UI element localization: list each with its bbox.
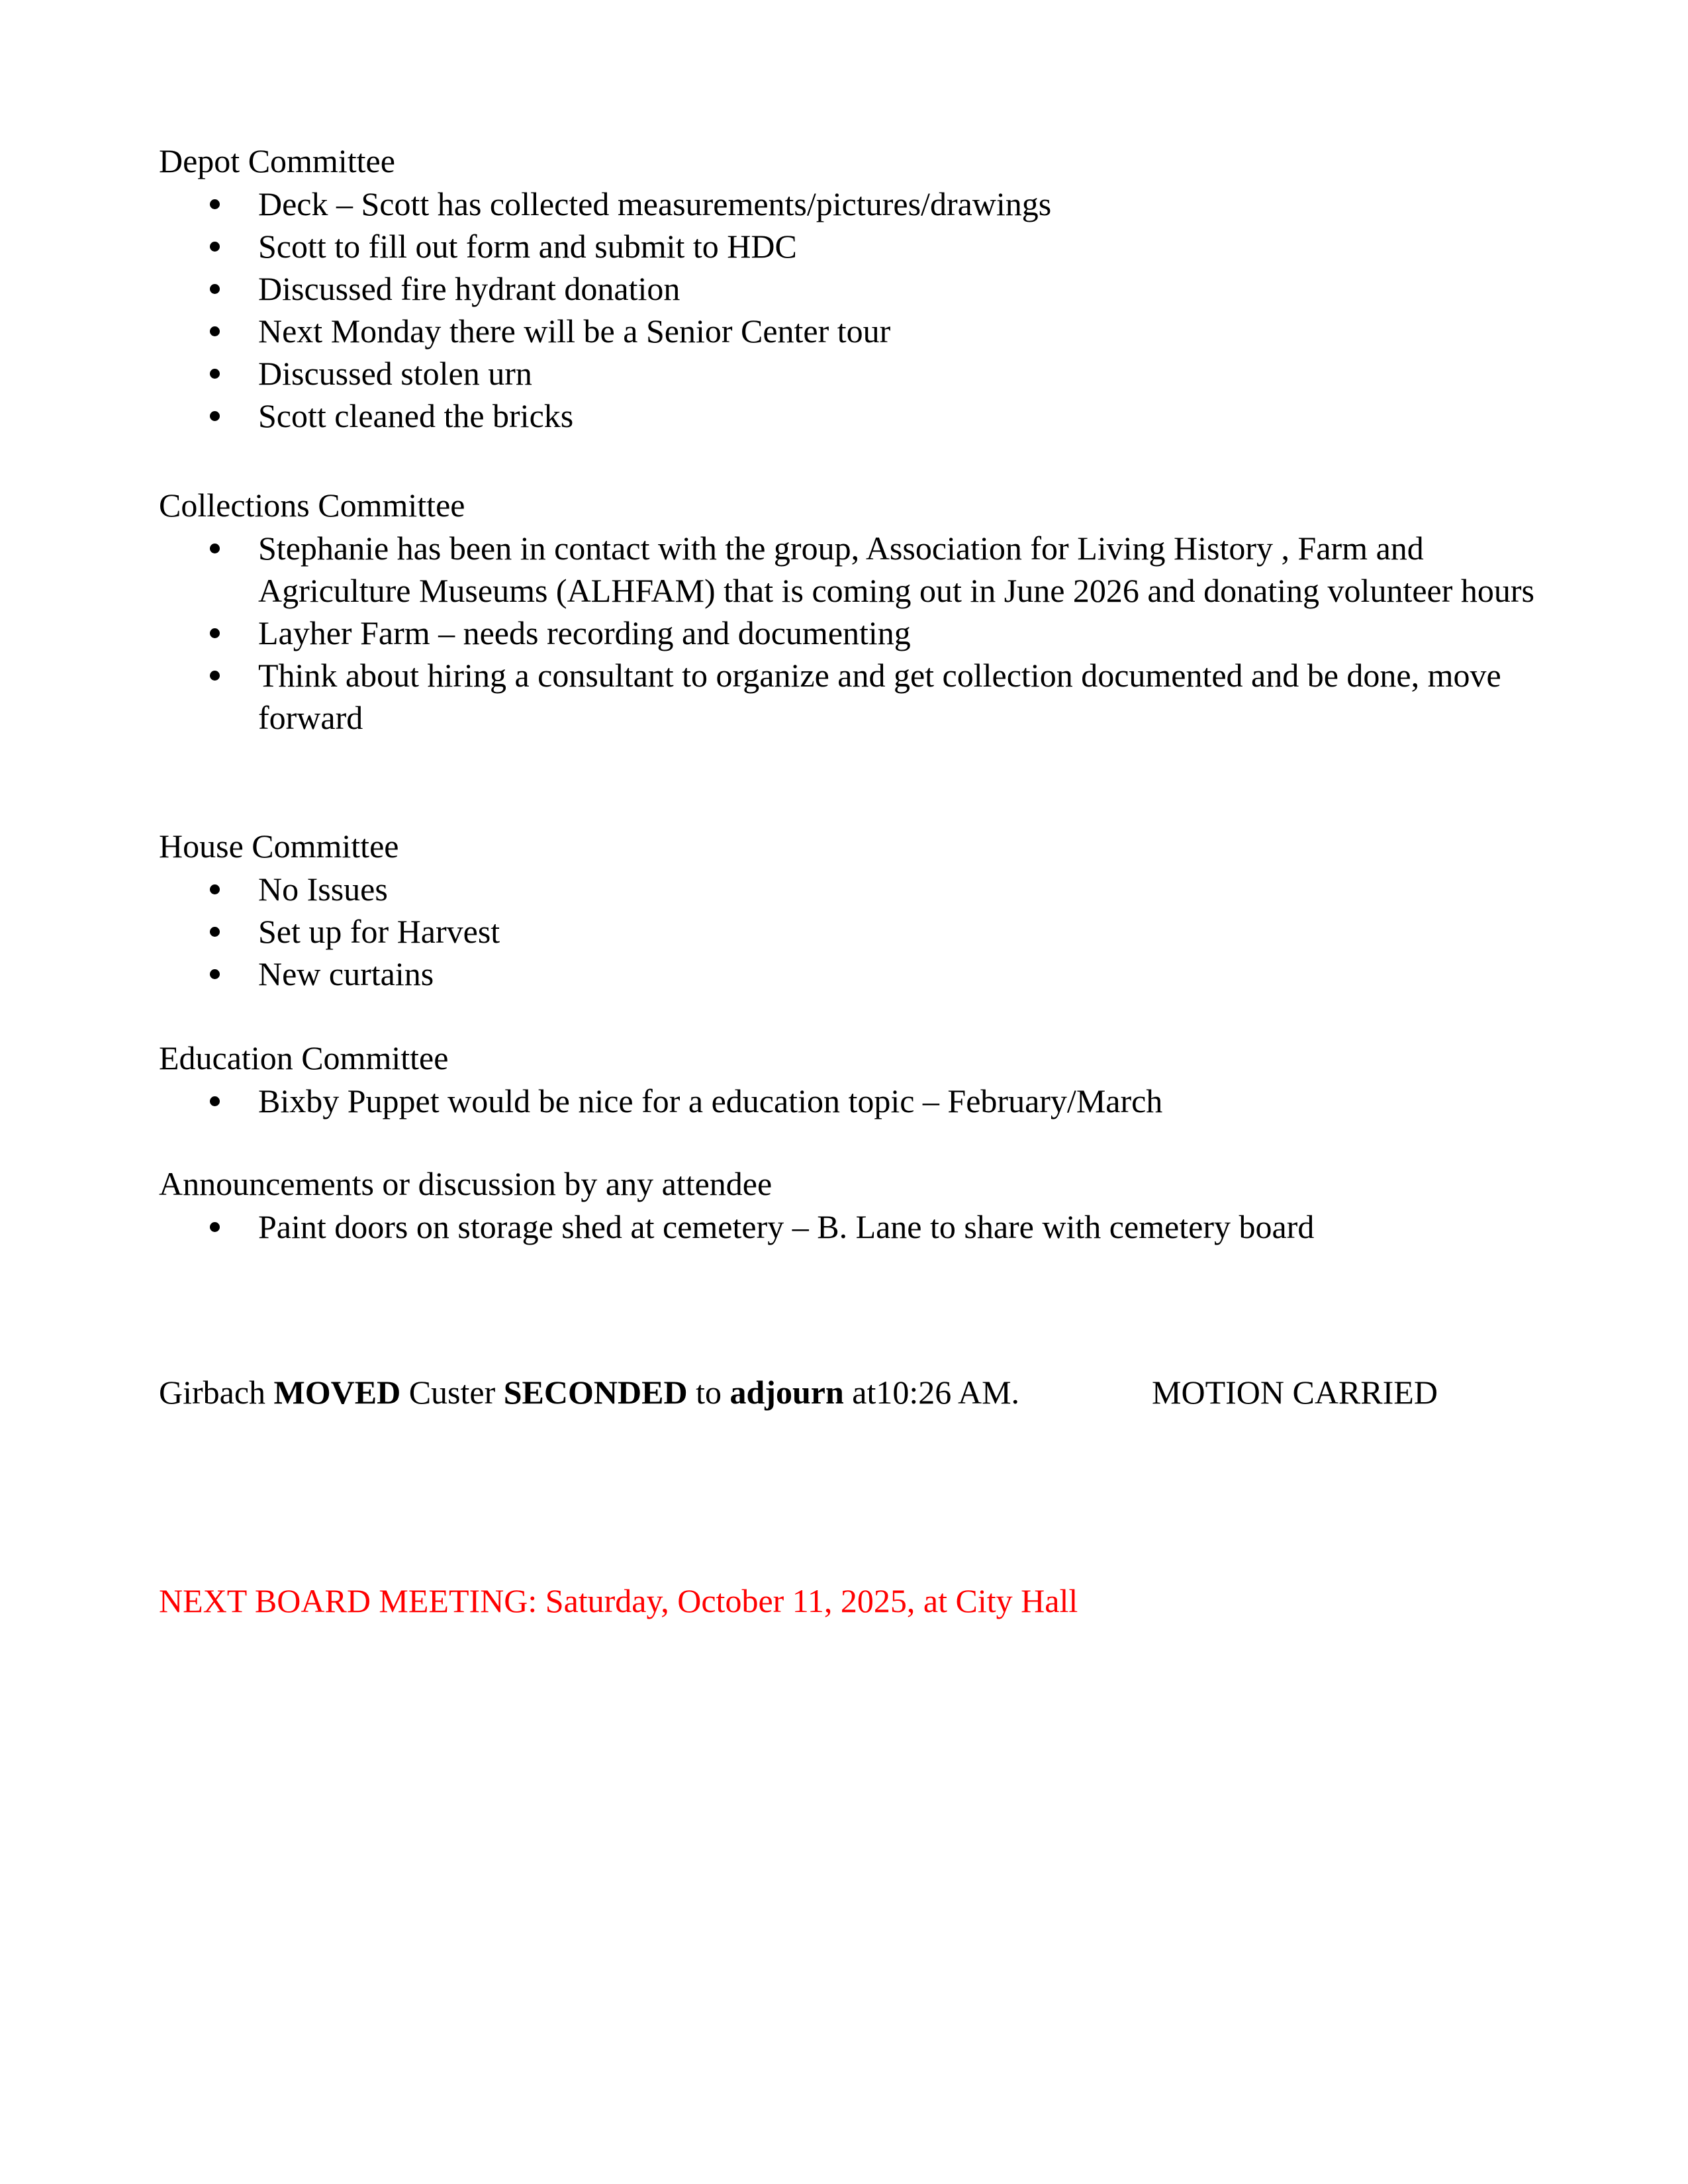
adjourn-word: adjourn <box>729 1374 844 1411</box>
collections-committee-section <box>159 483 1556 739</box>
bullet-icon <box>210 1096 220 1106</box>
house-committee-section <box>159 824 1556 995</box>
education-committee-section <box>159 1036 1556 1122</box>
section-heading: House Committee <box>159 828 399 865</box>
list-item: Stephanie has been in contact with the group, Association for Living History , Farm and Agriculture Museums (ALHFAM) that is coming out in June 2026 and donating volunteer hours <box>159 527 1556 612</box>
motion-result: MOTION CARRIED <box>1152 1374 1438 1411</box>
moved-word: MOVED <box>273 1374 401 1411</box>
list-item: Paint doors on storage shed at cemetery – B. Lane to share with cemetery board <box>159 1206 1556 1248</box>
list-item: New curtains <box>159 953 1556 995</box>
bullet-icon <box>210 411 220 421</box>
list-item: Deck – Scott has collected measurements/pictures/drawings <box>159 183 1556 225</box>
section-heading: Announcements or discussion by any attendee <box>159 1165 773 1202</box>
bullet-icon <box>210 199 220 209</box>
list-item: Layher Farm – needs recording and documenting <box>159 612 1556 654</box>
bullet-icon <box>210 969 220 979</box>
bullet-list <box>159 868 1556 995</box>
bullet-list <box>159 183 1556 437</box>
list-item: Scott cleaned the bricks <box>159 395 1556 437</box>
seconded-word: SECONDED <box>503 1374 688 1411</box>
bullet-icon <box>210 628 220 638</box>
bullet-icon <box>210 284 220 294</box>
section-heading: Education Committee <box>159 1039 449 1076</box>
bullet-icon <box>210 369 220 379</box>
bullet-icon <box>210 1222 220 1232</box>
seconder-name: Custer <box>408 1374 496 1411</box>
adjourn-time: at10:26 AM. <box>852 1374 1020 1411</box>
list-item: Bixby Puppet would be nice for a education topic – February/March <box>159 1080 1556 1122</box>
to-word: to <box>696 1374 722 1411</box>
adjourn-motion <box>159 1370 1438 1414</box>
mover-name: Girbach <box>159 1374 266 1411</box>
bullet-list <box>159 527 1556 739</box>
list-item: Next Monday there will be a Senior Center tour <box>159 310 1556 352</box>
bullet-list <box>159 1080 1556 1122</box>
bullet-icon <box>210 544 220 553</box>
depot-committee-section <box>159 139 1556 437</box>
next-board-meeting: NEXT BOARD MEETING: Saturday, October 11, 2025, at City Hall <box>159 1582 1078 1619</box>
list-item: Discussed stolen urn <box>159 352 1556 395</box>
announcements-section <box>159 1162 1556 1248</box>
list-item: Discussed fire hydrant donation <box>159 267 1556 310</box>
bullet-icon <box>210 884 220 894</box>
list-item: Think about hiring a consultant to organize and get collection documented and be done, move forward <box>159 654 1556 739</box>
bullet-list <box>159 1206 1556 1248</box>
bullet-icon <box>210 242 220 252</box>
bullet-icon <box>210 326 220 336</box>
section-heading: Collections Committee <box>159 487 465 524</box>
bullet-icon <box>210 927 220 937</box>
section-heading: Depot Committee <box>159 142 395 179</box>
bullet-icon <box>210 671 220 681</box>
list-item: No Issues <box>159 868 1556 910</box>
list-item: Scott to fill out form and submit to HDC <box>159 225 1556 267</box>
list-item: Set up for Harvest <box>159 910 1556 953</box>
